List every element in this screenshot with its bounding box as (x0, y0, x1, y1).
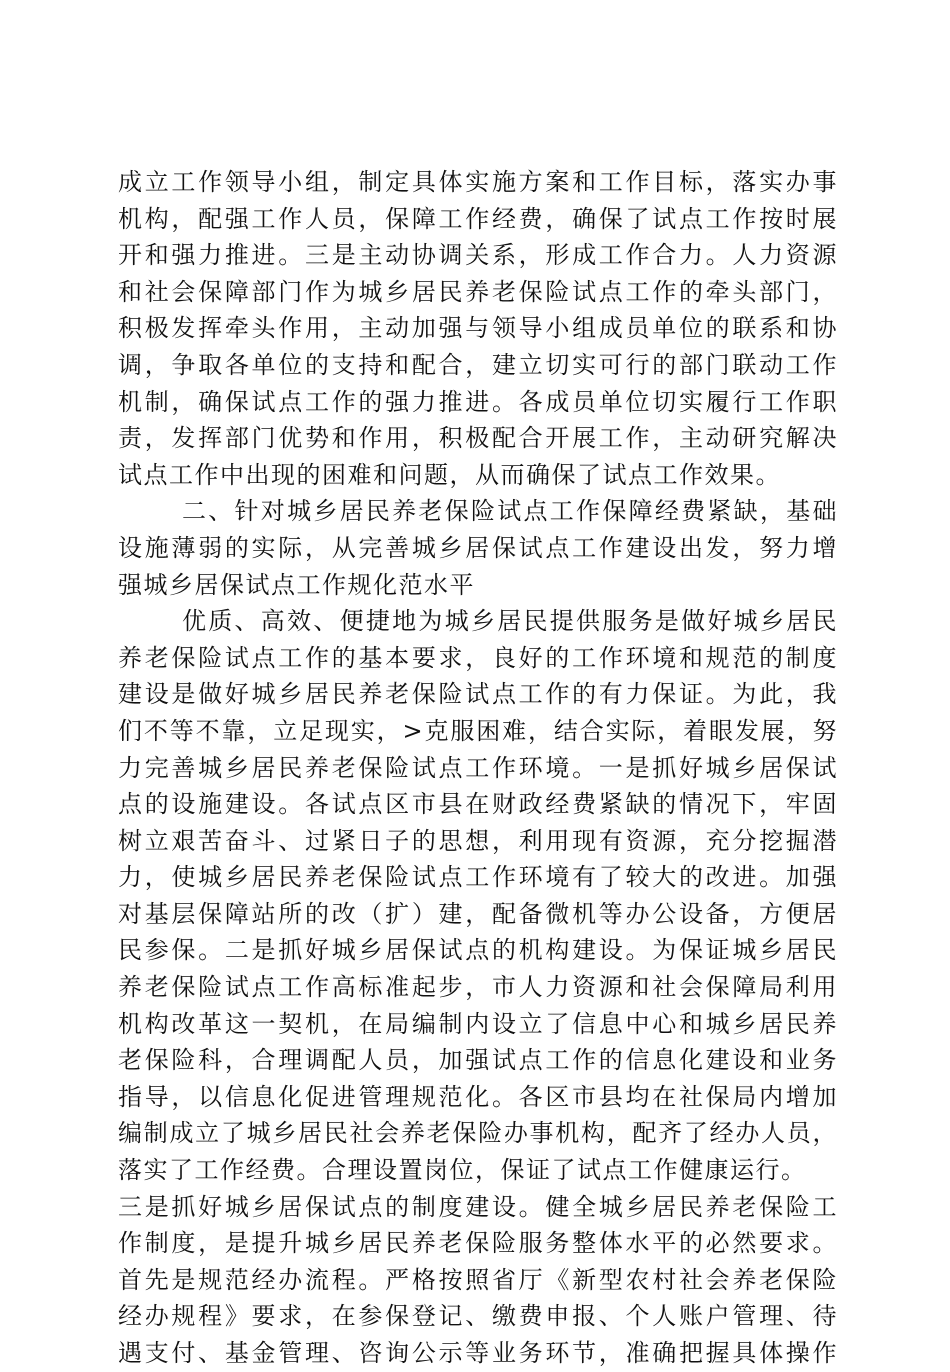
text-line: 三是抓好城乡居保试点的制度建设。健全城乡居民养老保险工 (118, 1192, 838, 1221)
text-line: 落实了工作经费。合理设置岗位，保证了试点工作健康运行。 (118, 1156, 807, 1185)
text-line: 力，使城乡居民养老保险试点工作环境有了较大的改进。加强 (118, 863, 838, 892)
text-line: 经办规程》要求，在参保登记、缴费申报、个人账户管理、待 (118, 1302, 838, 1331)
text-line: 积极发挥牵头作用，主动加强与领导小组成员单位的联系和协 (118, 314, 838, 343)
section-heading-end-line: 强城乡居保试点工作规化范水平 (118, 570, 475, 599)
text-line: 们不等不靠，立足现实，>克服困难，结合实际，着眼发展，努 (118, 716, 838, 745)
text-line: 和社会保障部门作为城乡居民养老保险试点工作的牵头部门， (118, 277, 838, 306)
text-line: 民参保。二是抓好城乡居保试点的机构建设。为保证城乡居民 (118, 936, 838, 965)
section-heading-line: 设施薄弱的实际，从完善城乡居保试点工作建设出发，努力增 (118, 533, 838, 562)
text-line: 调，争取各单位的支持和配合，建立切实可行的部门联动工作 (118, 350, 838, 379)
text-line: 成立工作领导小组，制定具体实施方案和工作目标，落实办事 (118, 168, 838, 196)
text-line: 老保险科，合理调配人员，加强试点工作的信息化建设和业务 (118, 1046, 838, 1075)
text-line: 机制，确保试点工作的强力推进。各成员单位切实履行工作职 (118, 387, 838, 416)
paragraph-end-line: 试点工作中出现的困难和问题，从而确保了试点工作效果。 (118, 460, 781, 489)
text-line: 养老保险试点工作的基本要求，良好的工作环境和规范的制度 (118, 643, 838, 672)
text-line: 作制度，是提升城乡居民养老保险服务整体水平的必然要求。 (118, 1229, 838, 1258)
text-line: 指导，以信息化促进管理规范化。各区市县均在社保局内增加 (118, 1082, 838, 1111)
text-line: 建设是做好城乡居民养老保险试点工作的有力保证。为此，我 (118, 680, 838, 709)
paragraph-start-line: 优质、高效、便捷地为城乡居民提供服务是做好城乡居民 (182, 607, 838, 636)
text-line: 遇支付、基金管理、咨询公示等业务环节，准确把握具体操作 (118, 1339, 838, 1367)
text-line: 首先是规范经办流程。严格按照省厅《新型农村社会养老保险 (118, 1265, 838, 1294)
text-line: 对基层保障站所的改（扩）建，配备微机等办公设备，方便居 (118, 899, 838, 928)
text-line: 点的设施建设。各试点区市县在财政经费紧缺的情况下，牢固 (118, 790, 838, 819)
text-line: 编制成立了城乡居民社会养老保险办事机构，配齐了经办人员， (118, 1119, 838, 1148)
text-line: 机构改革这一契机，在局编制内设立了信息中心和城乡居民养 (118, 1009, 838, 1038)
text-line: 力完善城乡居民养老保险试点工作环境。一是抓好城乡居保试 (118, 753, 838, 782)
text-line: 养老保险试点工作高标准起步，市人力资源和社会保障局利用 (118, 973, 838, 1002)
section-heading-line: 二、针对城乡居民养老保险试点工作保障经费紧缺，基础 (182, 497, 838, 526)
text-line: 责，发挥部门优势和作用，积极配合开展工作，主动研究解决 (118, 424, 838, 453)
text-line: 机构，配强工作人员，保障工作经费，确保了试点工作按时展 (118, 204, 838, 233)
text-line: 树立艰苦奋斗、过紧日子的思想，利用现有资源，充分挖掘潜 (118, 826, 838, 855)
document-body (118, 164, 838, 1372)
text-line: 开和强力推进。三是主动协调关系，形成工作合力。人力资源 (118, 241, 838, 270)
